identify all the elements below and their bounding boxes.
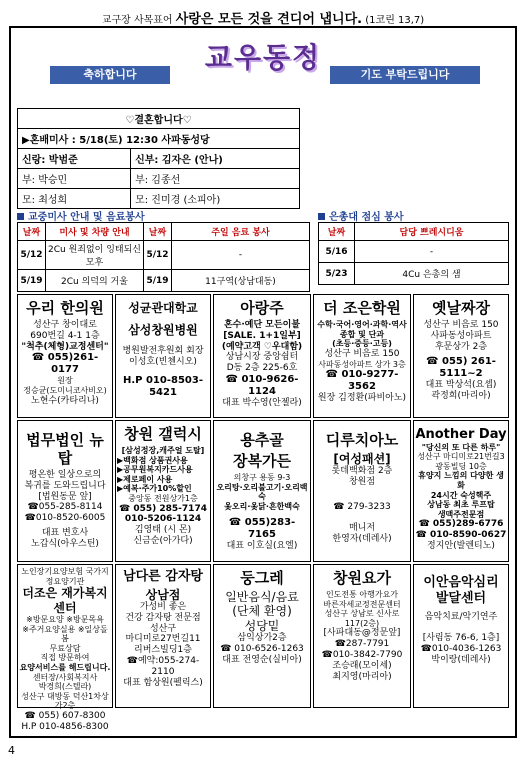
ads-row-2 (17, 420, 509, 562)
wedding-title: ♡결혼합니다♡ (18, 109, 300, 129)
ad-arangju: 아랑주 혼수·예단 모든이불 [SALE. 1+1일부] (예약고객 ♡우대함) 상남시장 중앙쉼터 D동 2층 225-6호 ☎ 010-9626-1124 대표 박수영(안젤라) (213, 294, 311, 418)
mass-header-drink: 주일 음료 봉사 (172, 223, 310, 241)
mass-section-title: 교중미사 안내 및 음료봉사 (17, 208, 145, 223)
bride-mother: 모: 진미경 (소피아) (131, 189, 300, 209)
ad-changwon-yoga: 창원요가 인도전통 아행가요가 바른자세교정전문센터 성산구 상남로 신사로117(2층) [사파대동@정문앞] ☎287-7791 ☎010-3842-7790 조승래(모이세) 최지영(마리아) (313, 564, 411, 708)
ad-woori-clinic: 우리 한의원 성산구 창이대로 690번길 4-1 1층 "척추(체형)교정센터" ☎ 055)261-0177 원장 정승균(도미니코사비오) 노현수(카타리나) (17, 294, 113, 418)
motto-reference: (1코린 13,7) (365, 15, 425, 26)
page-header (0, 8, 526, 27)
left-ribbon: 축하합니다 (50, 66, 170, 84)
bride: 신부: 김자은 (안나) (131, 149, 300, 169)
mass-table (17, 222, 310, 292)
ad-galaxy-fashion: 창원 갤럭시 [삼성정장,캐주얼 도탈] ▶백화점 상품권사용 ▶공무원복지카드사용 ▶제로페이 사용 ▶예복·주가10%할인 중앙동 전원상가1층 ☎ 055) 285-7174 010-5206-1124 김영태 (시 몬) 신금순(아가다) (115, 420, 211, 562)
groom-mother: 모: 최성희 (18, 189, 131, 209)
mass-header-date: 날짜 (18, 223, 46, 241)
ads-row-1 (17, 294, 509, 418)
ad-music-therapy: 이안음악심리 발달센터 음악치료/악기연주 [사림동 76-6, 1층] ☎010-4036-1263 박이랑(데레사) (413, 564, 509, 708)
ad-another-day: Another Day "당신의 또 다른 하루" 성산구 마디미로21번길3 광동빌딩 10층 휴양지 느낌의 다양한 생화 24시간 숙성핵주 상남동 최초 루프탑 생맥주전문점 ☎ 055)289-6776 ☎ 010-8590-0627 정지안(발렌티노) (413, 420, 509, 562)
ad-samsung-hospital: 성균관대학교 삼성창원병원 병원발전후원회 회장 이성호(빈첸시오) H.P 010-8503-5421 (115, 294, 211, 418)
right-ribbon: 기도 부탁드립니다 (330, 66, 480, 84)
lunch-header-group: 담당 쁘레시디움 (355, 223, 509, 241)
lunch-section-title: 은총대 점심 봉사 (318, 208, 404, 223)
lunch-header-date: 날짜 (319, 223, 355, 241)
ad-old-jajang: 옛날짜장 성산구 비음로 150 사파동성아파트 후문상가 2층 ☎ 055) 261-5111~2 대표 박상석(요셉) 곽정희(마리아) (413, 294, 509, 418)
table-row: 5/23 4Cu 은총의 샘 (319, 263, 509, 285)
ad-dunggeure: 둥그레 일반음식/음료 (단체 환영) 성당밑 삼익상가2층 ☎ 010-6526-1263 대표 전영순(실비아) (213, 564, 311, 708)
ad-care-center: 노인장기요양보험 국가지정요양기관 더조은 재가복지센터 ※방문요양 ※방문목욕 ※주거요양실용 ※일상돌봄 무료상담 직접 방문하여 요양서비스를 해드립니다. 센터장/사회복지사 박경희(스텔라) 성산구 대방동 덕산1차상가2층 ☎ 055) 607-8300 H.P 010-4856-8300 (17, 564, 113, 708)
motto-prefix: 교구장 사목표어 (101, 15, 173, 26)
ads-row-3 (17, 564, 509, 732)
table-row: 5/19 2Cu 의덕의 거울 5/19 11구역(상남대동) (18, 270, 310, 292)
table-row: 5/12 2Cu 원죄없이 잉태되신 모후 5/12 - (18, 241, 310, 270)
motto-text: 사랑은 모든 것을 견디어 냅니다. (175, 12, 363, 27)
section-banner-title: 교우동정 (204, 41, 322, 74)
wedding-table (17, 108, 300, 209)
bride-father: 부: 김종선 (131, 169, 300, 189)
wedding-mass: ▶혼배미사 : 5/18(토) 12:30 사파동성당 (18, 129, 300, 149)
ad-gamjatang: 남다른 감자탕 상남점 가성비 좋은 건강 감자탕 전문점 성산구 마디미로27번길11 리버스빌딩1층 ☎예약:055-274-2110 대표 함상원(펠릭스) (115, 564, 211, 708)
lunch-table (318, 222, 509, 285)
ad-yongchugol: 용추골 장복가든 의창구 용동 9-3 오리탕·오리불고기·오리백숙 옻오리·옻닭·흔한백숙 ☎ 055)283-7165 대표 이호실(요엘) (213, 420, 311, 562)
ad-deojoeun-academy: 더 조은학원 수학·국어·영어·과학·역사 종합 및 단과 (초등·중등·고등) 성산구 비음로 150 사파동성아파트 상가 3층 ☎ 010-9277-3562 원장 김정환(파비아노) (313, 294, 411, 418)
table-row: 5/16 - (319, 241, 509, 263)
ad-newtop-law: 법무법인 뉴탑 평온한 일상으로의 복귀를 도와드립니다 [법원동문 앞] ☎055-285-8114 ☎010-8520-6005 대표 변호사 노갑식(아우스틴) (17, 420, 113, 562)
groom: 신랑: 박범준 (18, 149, 131, 169)
ad-diluciano: 디루치아노 [여성패션] 롯데백화점 2층 창원점 ☎ 279-3233 매니저 한영자(데레사) (313, 420, 411, 562)
mass-header-mass: 미사 및 차량 안내 (46, 223, 144, 241)
groom-father: 부: 박승민 (18, 169, 131, 189)
mass-header-date2: 날짜 (144, 223, 172, 241)
page-number: 4 (8, 744, 15, 757)
